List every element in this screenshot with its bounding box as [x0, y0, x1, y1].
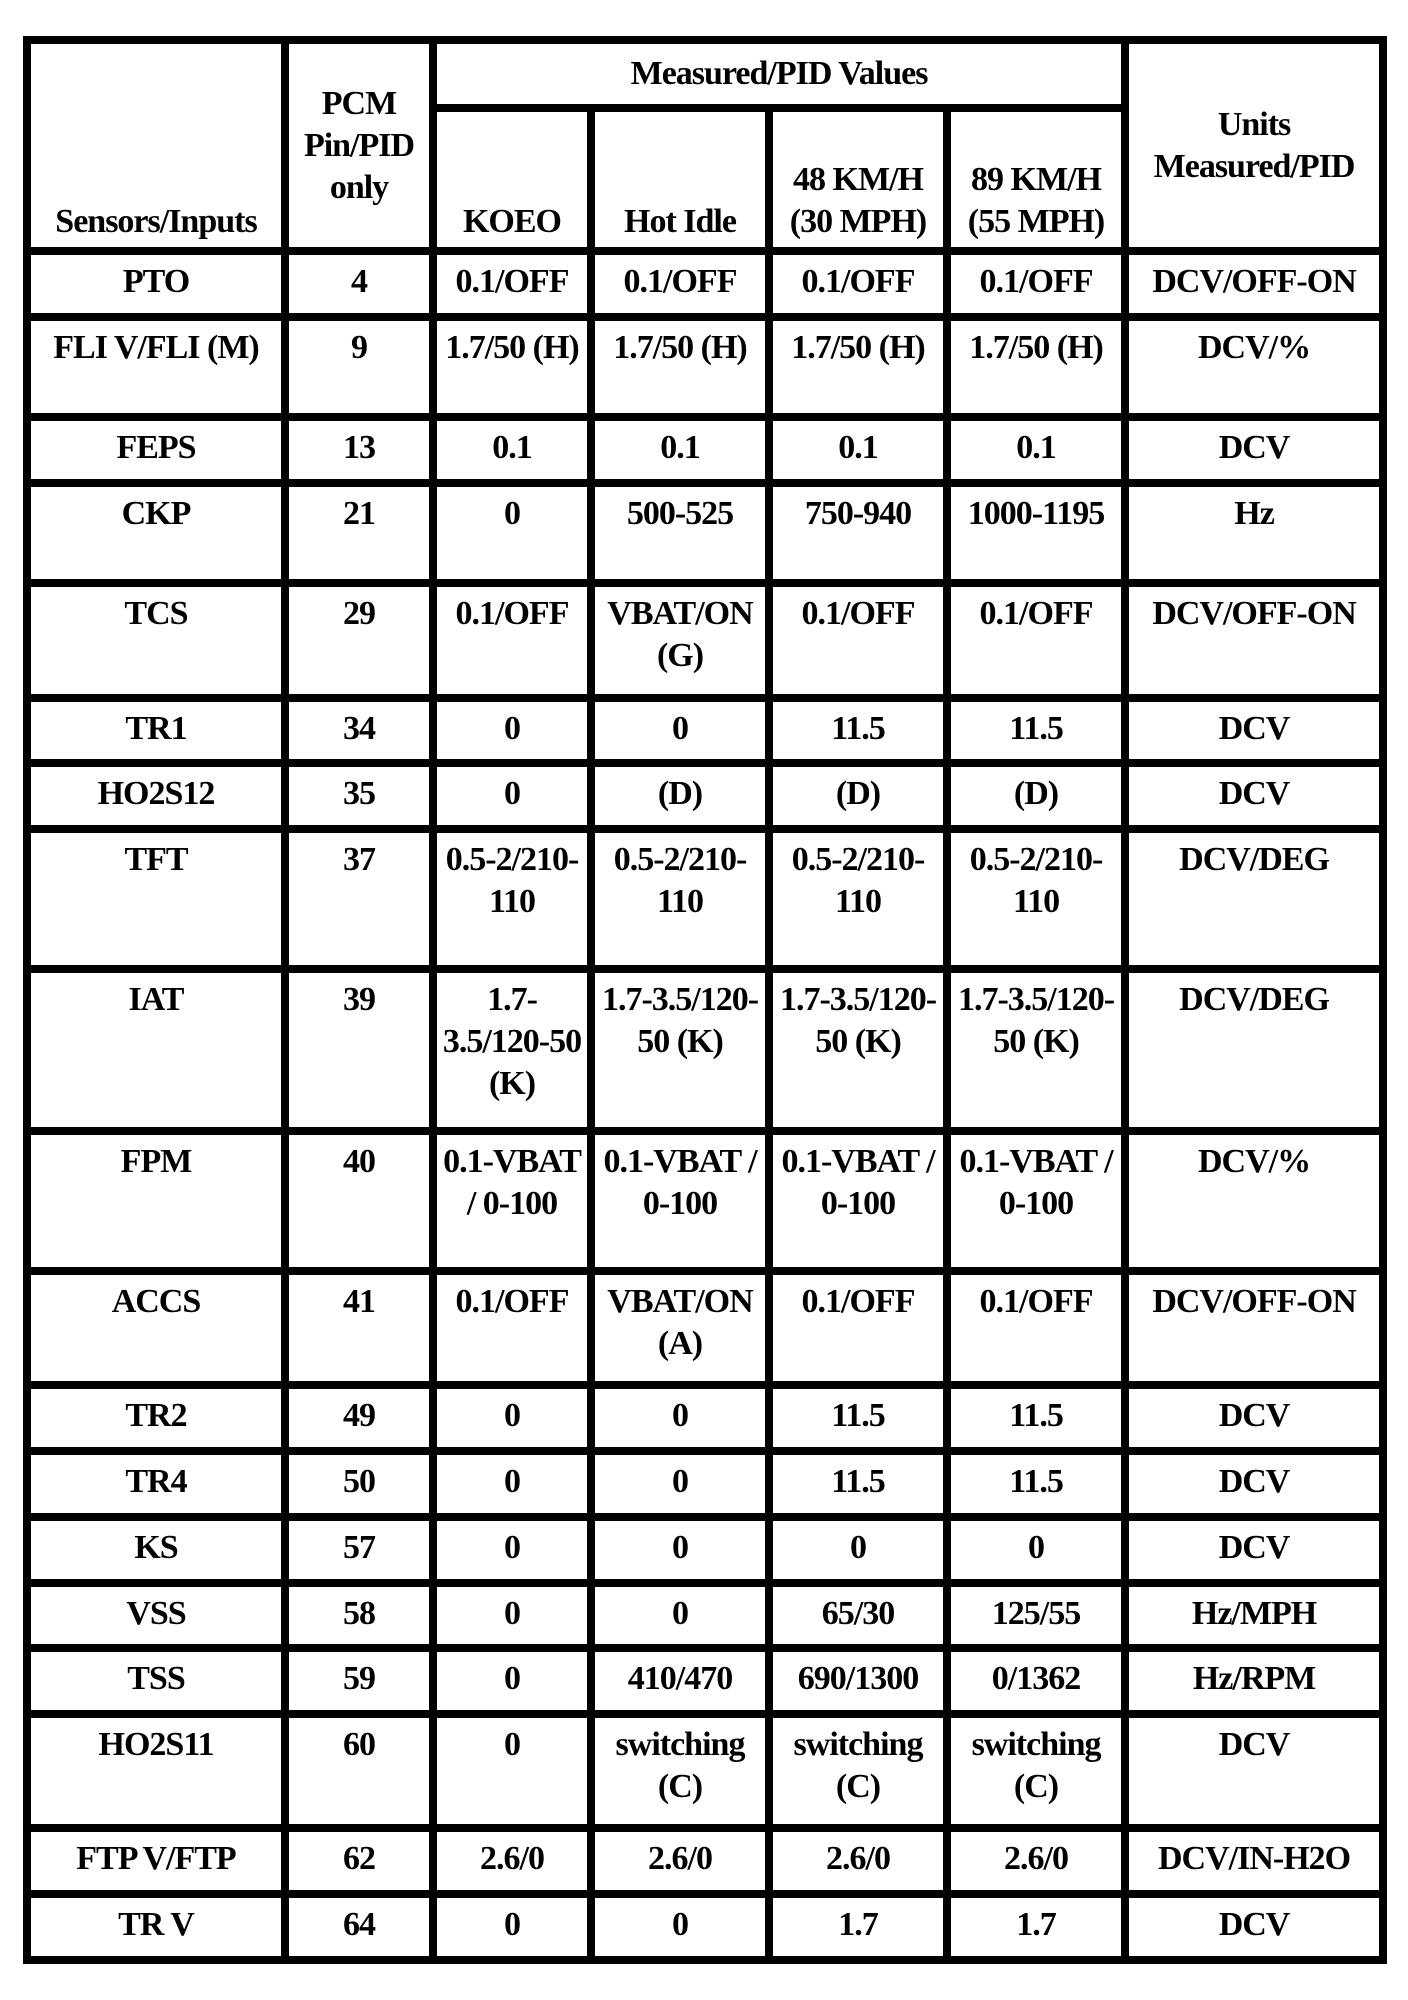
cell-koeo: 0.1-VBAT / 0-100 [437, 1135, 587, 1267]
cell-sensor: PTO [31, 255, 281, 313]
cell-s89: 1.7-3.5/120-50 (K) [951, 973, 1121, 1128]
header-units: Units Measured/PID [1129, 44, 1379, 247]
cell-pin: 29 [289, 587, 429, 693]
cell-units: DCV/IN-H2O [1129, 1832, 1379, 1890]
cell-units: DCV [1129, 1718, 1379, 1824]
cell-hot-idle: VBAT/ON (G) [595, 587, 765, 693]
cell-s89: switching (C) [951, 1718, 1121, 1824]
cell-s48: 0.1/OFF [773, 1275, 943, 1381]
cell-pin: 37 [289, 833, 429, 965]
header-89-kmh: 89 KM/H (55 MPH) [951, 112, 1121, 247]
cell-s48: 0.1 [773, 421, 943, 479]
cell-units: DCV/% [1129, 1135, 1379, 1267]
header-48-kmh: 48 KM/H (30 MPH) [773, 112, 943, 247]
cell-units: DCV/DEG [1129, 833, 1379, 965]
cell-sensor: TSS [31, 1652, 281, 1710]
table-row [31, 587, 1379, 693]
cell-sensor: FTP V/FTP [31, 1832, 281, 1890]
cell-s48: 2.6/0 [773, 1832, 943, 1890]
cell-units: Hz/MPH [1129, 1587, 1379, 1645]
cell-s48: 0 [773, 1521, 943, 1579]
cell-hot-idle: 0 [595, 1898, 765, 1956]
cell-sensor: CKP [31, 487, 281, 579]
cell-koeo: 0.1 [437, 421, 587, 479]
cell-koeo: 0 [437, 1898, 587, 1956]
cell-koeo: 0 [437, 1389, 587, 1447]
table-row [31, 1135, 1379, 1267]
cell-units: DCV/OFF-ON [1129, 587, 1379, 693]
cell-s89: 1000-1195 [951, 487, 1121, 579]
cell-s48: 0.1/OFF [773, 255, 943, 313]
cell-s48: 0.1-VBAT / 0-100 [773, 1135, 943, 1267]
cell-s48: 1.7 [773, 1898, 943, 1956]
cell-hot-idle: VBAT/ON (A) [595, 1275, 765, 1381]
cell-s89: 11.5 [951, 702, 1121, 760]
cell-s89: 125/55 [951, 1587, 1121, 1645]
cell-s89: 11.5 [951, 1389, 1121, 1447]
cell-s89: (D) [951, 767, 1121, 825]
cell-pin: 64 [289, 1898, 429, 1956]
cell-hot-idle: 1.7/50 (H) [595, 321, 765, 413]
cell-koeo: 0.1/OFF [437, 587, 587, 693]
cell-s48: 11.5 [773, 1389, 943, 1447]
cell-koeo: 0.5-2/210-110 [437, 833, 587, 965]
cell-pin: 60 [289, 1718, 429, 1824]
cell-pin: 21 [289, 487, 429, 579]
cell-s48: 0.5-2/210-110 [773, 833, 943, 965]
cell-pin: 35 [289, 767, 429, 825]
cell-pin: 50 [289, 1455, 429, 1513]
cell-units: DCV [1129, 1898, 1379, 1956]
cell-sensor: VSS [31, 1587, 281, 1645]
cell-sensor: ACCS [31, 1275, 281, 1381]
cell-s48: 1.7-3.5/120-50 (K) [773, 973, 943, 1128]
cell-sensor: TR4 [31, 1455, 281, 1513]
cell-koeo: 0 [437, 1718, 587, 1824]
cell-s48: switching (C) [773, 1718, 943, 1824]
cell-hot-idle: 0 [595, 1455, 765, 1513]
cell-sensor: TFT [31, 833, 281, 965]
table-row [31, 767, 1379, 825]
cell-hot-idle: 0.1-VBAT / 0-100 [595, 1135, 765, 1267]
table-row [31, 1275, 1379, 1381]
cell-hot-idle: 0 [595, 702, 765, 760]
cell-hot-idle: 1.7-3.5/120-50 (K) [595, 973, 765, 1128]
cell-sensor: FLI V/FLI (M) [31, 321, 281, 413]
table-row [31, 255, 1379, 313]
cell-s48: 11.5 [773, 1455, 943, 1513]
cell-s48: (D) [773, 767, 943, 825]
cell-pin: 39 [289, 973, 429, 1128]
cell-sensor: KS [31, 1521, 281, 1579]
cell-s89: 1.7/50 (H) [951, 321, 1121, 413]
header-pcm-pin: PCM Pin/PID only [289, 44, 429, 247]
cell-pin: 9 [289, 321, 429, 413]
cell-pin: 4 [289, 255, 429, 313]
table-row [31, 973, 1379, 1128]
header-sensors-inputs: Sensors/Inputs [31, 44, 281, 247]
table-row [31, 1521, 1379, 1579]
cell-units: DCV/DEG [1129, 973, 1379, 1128]
cell-hot-idle: 0.5-2/210-110 [595, 833, 765, 965]
cell-hot-idle: 2.6/0 [595, 1832, 765, 1890]
cell-s89: 0.1 [951, 421, 1121, 479]
cell-pin: 49 [289, 1389, 429, 1447]
cell-hot-idle: (D) [595, 767, 765, 825]
table-row [31, 1898, 1379, 1956]
cell-koeo: 0.1/OFF [437, 255, 587, 313]
cell-sensor: HO2S11 [31, 1718, 281, 1824]
cell-hot-idle: switching (C) [595, 1718, 765, 1824]
cell-sensor: TR V [31, 1898, 281, 1956]
cell-s48: 1.7/50 (H) [773, 321, 943, 413]
cell-units: DCV [1129, 702, 1379, 760]
table-row [31, 1652, 1379, 1710]
table-row [31, 1389, 1379, 1447]
cell-sensor: HO2S12 [31, 767, 281, 825]
cell-s89: 0/1362 [951, 1652, 1121, 1710]
cell-s89: 1.7 [951, 1898, 1121, 1956]
cell-units: DCV [1129, 1455, 1379, 1513]
cell-units: DCV/OFF-ON [1129, 1275, 1379, 1381]
cell-hot-idle: 500-525 [595, 487, 765, 579]
cell-s89: 0.1-VBAT / 0-100 [951, 1135, 1121, 1267]
cell-s48: 690/1300 [773, 1652, 943, 1710]
table-row [31, 1832, 1379, 1890]
cell-units: DCV/% [1129, 321, 1379, 413]
cell-s89: 0.5-2/210-110 [951, 833, 1121, 965]
cell-pin: 59 [289, 1652, 429, 1710]
cell-koeo: 2.6/0 [437, 1832, 587, 1890]
cell-s89: 0.1/OFF [951, 1275, 1121, 1381]
table-row [31, 321, 1379, 413]
header-koeo: KOEO [437, 112, 587, 247]
cell-units: DCV [1129, 767, 1379, 825]
table-row [31, 1455, 1379, 1513]
cell-hot-idle: 0 [595, 1521, 765, 1579]
cell-sensor: FEPS [31, 421, 281, 479]
cell-pin: 62 [289, 1832, 429, 1890]
cell-sensor: FPM [31, 1135, 281, 1267]
cell-koeo: 0 [437, 1587, 587, 1645]
cell-koeo: 0 [437, 702, 587, 760]
cell-koeo: 0 [437, 487, 587, 579]
table-row [31, 487, 1379, 579]
cell-pin: 58 [289, 1587, 429, 1645]
table-row [31, 702, 1379, 760]
cell-hot-idle: 0 [595, 1389, 765, 1447]
cell-pin: 34 [289, 702, 429, 760]
cell-sensor: TR2 [31, 1389, 281, 1447]
cell-hot-idle: 0.1/OFF [595, 255, 765, 313]
table-row [31, 1587, 1379, 1645]
cell-units: DCV [1129, 1521, 1379, 1579]
cell-pin: 40 [289, 1135, 429, 1267]
cell-units: DCV/OFF-ON [1129, 255, 1379, 313]
cell-koeo: 0 [437, 1652, 587, 1710]
table-body [31, 255, 1379, 1956]
header-hot-idle: Hot Idle [595, 112, 765, 247]
cell-koeo: 0.1/OFF [437, 1275, 587, 1381]
cell-units: DCV [1129, 421, 1379, 479]
pcm-values-table [23, 36, 1387, 1964]
cell-sensor: TR1 [31, 702, 281, 760]
cell-pin: 57 [289, 1521, 429, 1579]
table-row [31, 833, 1379, 965]
cell-pin: 41 [289, 1275, 429, 1381]
cell-s89: 0 [951, 1521, 1121, 1579]
cell-koeo: 0 [437, 1455, 587, 1513]
cell-s48: 750-940 [773, 487, 943, 579]
cell-s48: 0.1/OFF [773, 587, 943, 693]
cell-hot-idle: 0 [595, 1587, 765, 1645]
cell-units: Hz/RPM [1129, 1652, 1379, 1710]
cell-sensor: TCS [31, 587, 281, 693]
cell-koeo: 0 [437, 1521, 587, 1579]
table-row [31, 1718, 1379, 1824]
header-measured-values: Measured/PID Values [437, 44, 1121, 104]
cell-s48: 11.5 [773, 702, 943, 760]
cell-koeo: 1.7-3.5/120-50 (K) [437, 973, 587, 1128]
cell-pin: 13 [289, 421, 429, 479]
table-row [31, 421, 1379, 479]
cell-s89: 11.5 [951, 1455, 1121, 1513]
cell-s48: 65/30 [773, 1587, 943, 1645]
cell-hot-idle: 410/470 [595, 1652, 765, 1710]
cell-sensor: IAT [31, 973, 281, 1128]
cell-s89: 0.1/OFF [951, 255, 1121, 313]
cell-koeo: 1.7/50 (H) [437, 321, 587, 413]
cell-s89: 2.6/0 [951, 1832, 1121, 1890]
cell-units: DCV [1129, 1389, 1379, 1447]
cell-koeo: 0 [437, 767, 587, 825]
cell-units: Hz [1129, 487, 1379, 579]
cell-hot-idle: 0.1 [595, 421, 765, 479]
cell-s89: 0.1/OFF [951, 587, 1121, 693]
